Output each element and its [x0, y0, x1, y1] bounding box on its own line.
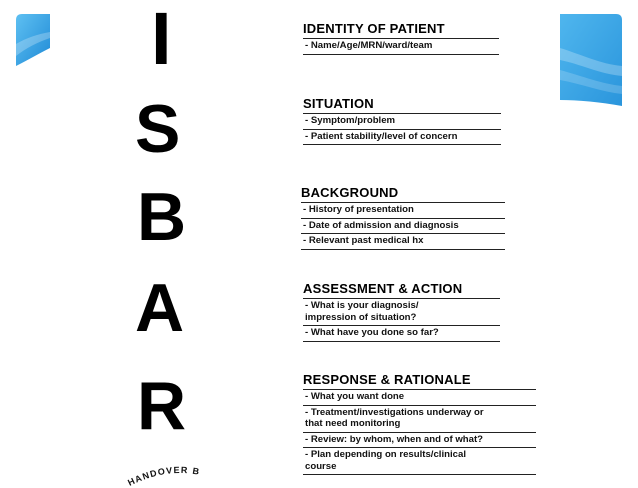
list-item: - Plan depending on results/clinical course [303, 448, 536, 475]
section-items [303, 38, 499, 55]
isbar-letter-r: R [137, 368, 187, 444]
svg-text:HANDOVER B [126, 465, 201, 488]
slide-corner-decoration-left [16, 14, 50, 66]
list-item: - History of presentation [301, 203, 505, 219]
slide-corner-decoration-right [560, 14, 622, 106]
section-response [303, 372, 536, 475]
section-items [303, 389, 536, 475]
section-identity [303, 21, 499, 55]
section-title: BACKGROUND [301, 185, 399, 200]
section-items [303, 298, 500, 342]
section-title: IDENTITY OF PATIENT [303, 21, 445, 36]
list-item: - Name/Age/MRN/ward/team [303, 39, 499, 55]
section-title: ASSESSMENT & ACTION [303, 281, 463, 296]
list-item: - Review: by whom, when and of what? [303, 433, 536, 449]
isbar-letter-a: A [135, 270, 185, 346]
section-title: RESPONSE & RATIONALE [303, 372, 471, 387]
isbar-letter-i: I [151, 0, 172, 80]
section-background [301, 185, 505, 250]
section-items [303, 113, 501, 145]
list-item: - What you want done [303, 390, 536, 406]
stamp-text: HANDOVER B [126, 464, 202, 488]
list-item: - Treatment/investigations underway or that need monitoring [303, 406, 536, 433]
section-items [301, 202, 505, 250]
list-item: - Patient stability/level of concern [303, 130, 501, 146]
list-item: - Relevant past medical hx [301, 234, 505, 250]
handover-stamp [120, 448, 240, 488]
list-item: - Date of admission and diagnosis [301, 219, 505, 235]
isbar-letter-s: S [135, 91, 181, 167]
list-item: - What have you done so far? [303, 326, 500, 342]
isbar-letter-b: B [137, 179, 187, 255]
list-item: - What is your diagnosis/ impression of situation? [303, 299, 500, 326]
list-item: - Symptom/problem [303, 114, 501, 130]
section-situation [303, 96, 501, 145]
section-title: SITUATION [303, 96, 374, 111]
section-assessment [303, 281, 500, 342]
